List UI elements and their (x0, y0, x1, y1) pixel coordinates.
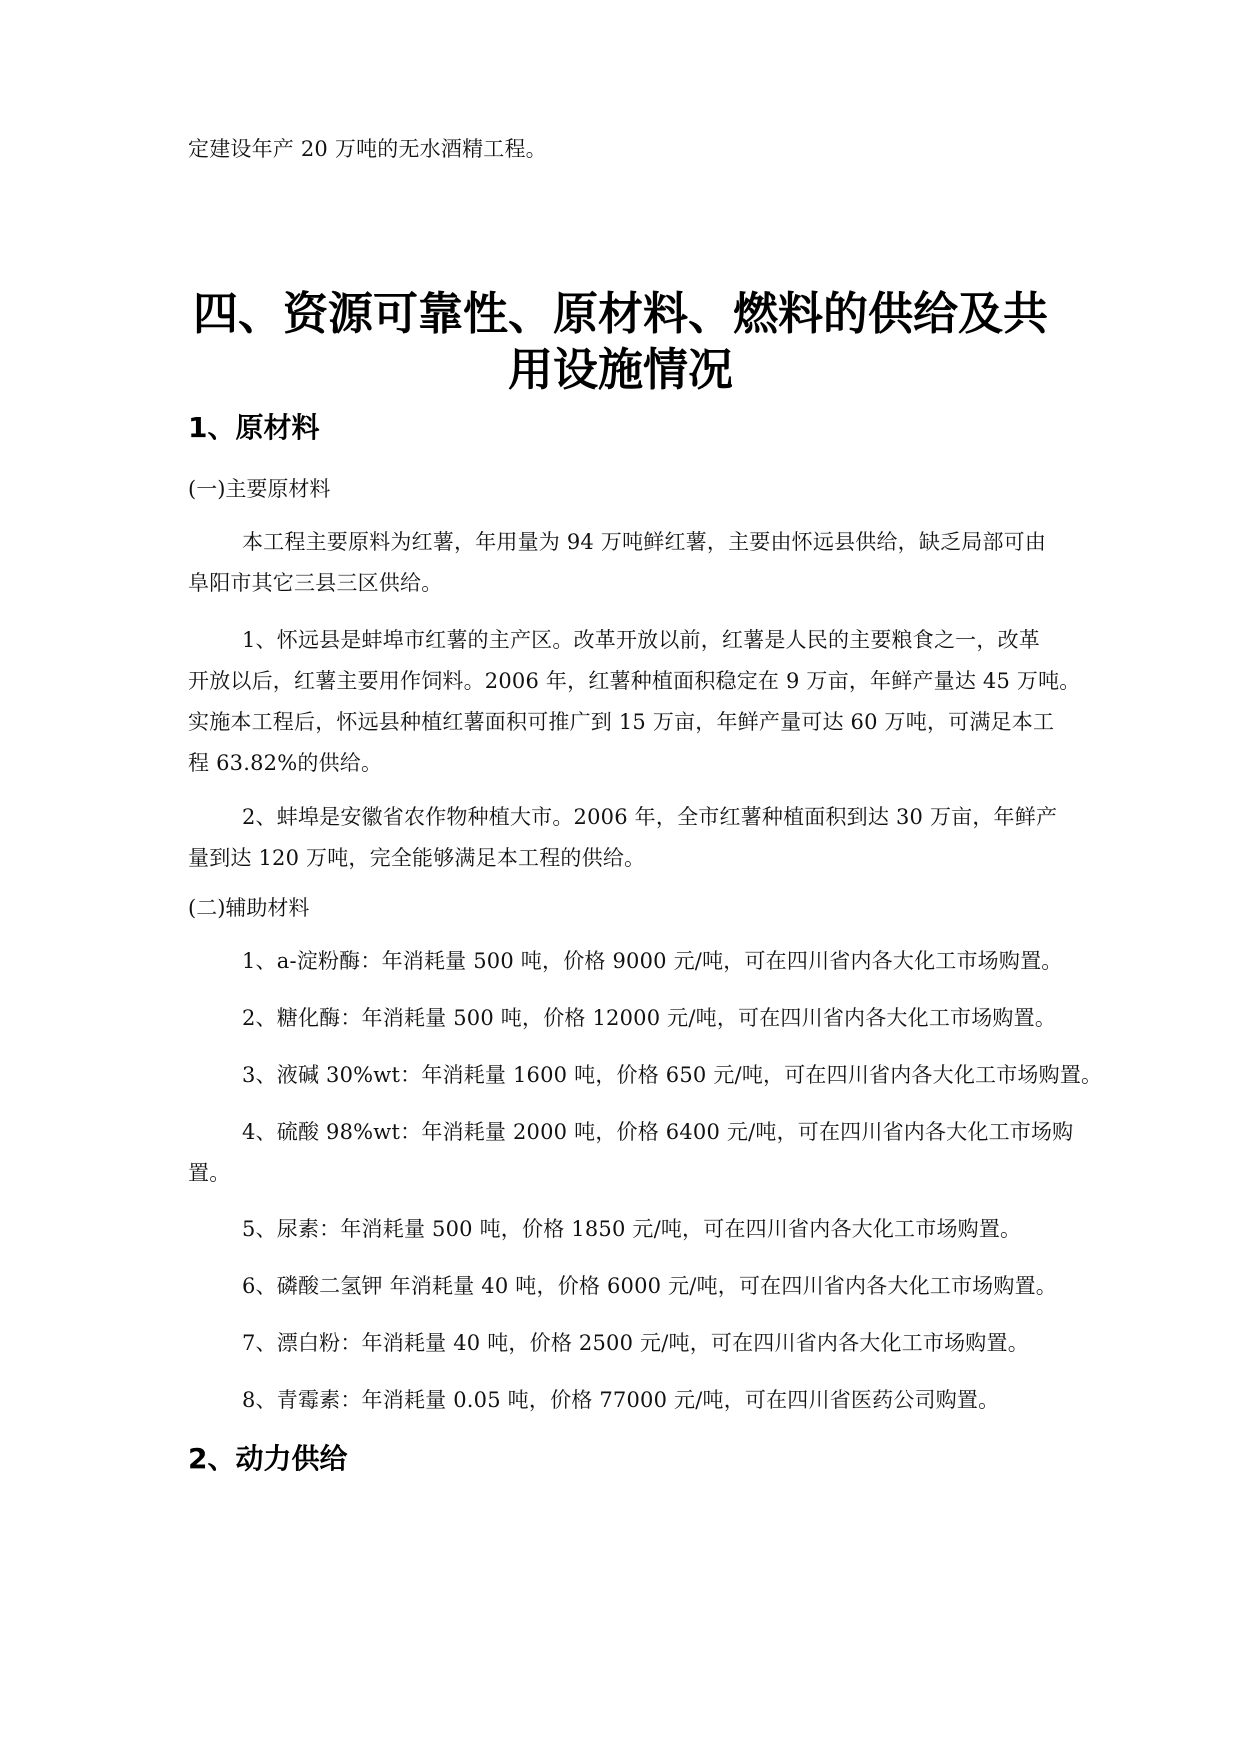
paragraph-line: 1、怀远县是蚌埠市红薯的主产区。改革开放以前，红薯是人民的主要粮食之一，改革 (242, 628, 1040, 652)
paragraph-line: 量到达 120 万吨，完全能够满足本工程的供给。 (188, 846, 646, 870)
paragraph-line: 程 63.82%的供给。 (188, 751, 383, 775)
paragraph-line: 本工程主要原料为红薯，年用量为 94 万吨鲜红薯，主要由怀远县供给，缺乏局部可由 (242, 530, 1047, 554)
chapter-title-line-2: 用设施情况 (507, 343, 733, 396)
list-item: 5、尿素：年消耗量 500 吨，价格 1850 元/吨，可在四川省内各大化工市场购置。 (242, 1217, 1022, 1241)
section-heading-power-supply: 2、动力供给 (188, 1442, 348, 1475)
section-heading-raw-materials: 1、原材料 (188, 411, 320, 444)
list-item: 4、硫酸 98%wt：年消耗量 2000 吨，价格 6400 元/吨，可在四川省内各大化工市场购 (242, 1120, 1074, 1144)
paragraph-line: 2、蚌埠是安徽省农作物种植大市。2006 年，全市红薯种植面积到达 30 万亩，年鲜产 (242, 805, 1058, 829)
list-item: 8、青霉素：年消耗量 0.05 吨，价格 77000 元/吨，可在四川省医药公司购置。 (242, 1388, 1000, 1412)
list-item: 3、液碱 30%wt：年消耗量 1600 吨，价格 650 元/吨，可在四川省内各大化工市场购置。 (242, 1063, 1103, 1087)
paragraph-line: 开放以后，红薯主要用作饲料。2006 年，红薯种植面积稳定在 9 万亩，年鲜产量达 45 万吨。 (188, 669, 1081, 693)
chapter-title-line-1: 四、资源可靠性、原材料、燃料的供给及共 (192, 287, 1048, 340)
list-item-continuation: 置。 (188, 1161, 231, 1185)
list-item: 1、a-淀粉酶：年消耗量 500 吨，价格 9000 元/吨，可在四川省内各大化工市场购置。 (242, 949, 1063, 973)
subsection-heading-auxiliary-materials: (二)辅助材料 (188, 896, 310, 920)
list-item: 2、糖化酶：年消耗量 500 吨，价格 12000 元/吨，可在四川省内各大化工市场购置。 (242, 1006, 1057, 1030)
paragraph-line: 阜阳市其它三县三区供给。 (188, 571, 443, 595)
continuation-text: 定建设年产 20 万吨的无水酒精工程。 (188, 137, 547, 161)
subsection-heading-main-materials: (一)主要原材料 (188, 477, 331, 501)
list-item: 6、磷酸二氢钾 年消耗量 40 吨，价格 6000 元/吨，可在四川省内各大化工市场购置。 (242, 1274, 1057, 1298)
paragraph-line: 实施本工程后，怀远县种植红薯面积可推广到 15 万亩，年鲜产量可达 60 万吨，可满足本工 (188, 710, 1055, 734)
list-item: 7、漂白粉：年消耗量 40 吨，价格 2500 元/吨，可在四川省内各大化工市场购置。 (242, 1331, 1029, 1355)
